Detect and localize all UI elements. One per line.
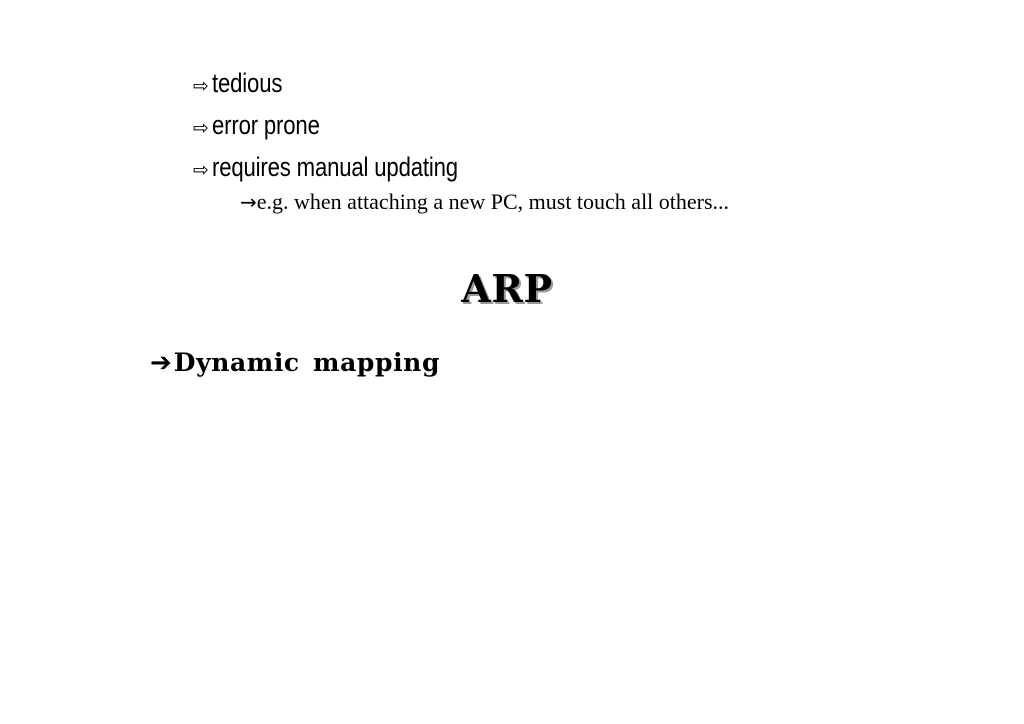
bold-right-arrow-icon: ➔	[150, 348, 172, 378]
hollow-right-arrow-icon: ⇨	[193, 75, 209, 97]
hollow-right-arrow-icon: ⇨	[193, 117, 209, 139]
bullet-text: requires manual updating	[211, 152, 458, 182]
bullet-item	[193, 154, 512, 181]
bullet-item	[193, 112, 343, 139]
main-point	[150, 350, 440, 376]
bullet-text: error prone	[211, 110, 320, 140]
bullet-text: tedious	[211, 68, 283, 98]
right-arrow-icon: →	[240, 190, 257, 214]
section-heading: ARP	[461, 266, 553, 311]
main-point-text: Dynamic mapping	[173, 348, 441, 377]
sub-bullet-text: e.g. when attaching a new PC, must touch all others...	[256, 189, 730, 214]
hollow-right-arrow-icon: ⇨	[193, 159, 209, 181]
sub-bullet-item	[240, 191, 729, 213]
bullet-item	[193, 70, 298, 97]
